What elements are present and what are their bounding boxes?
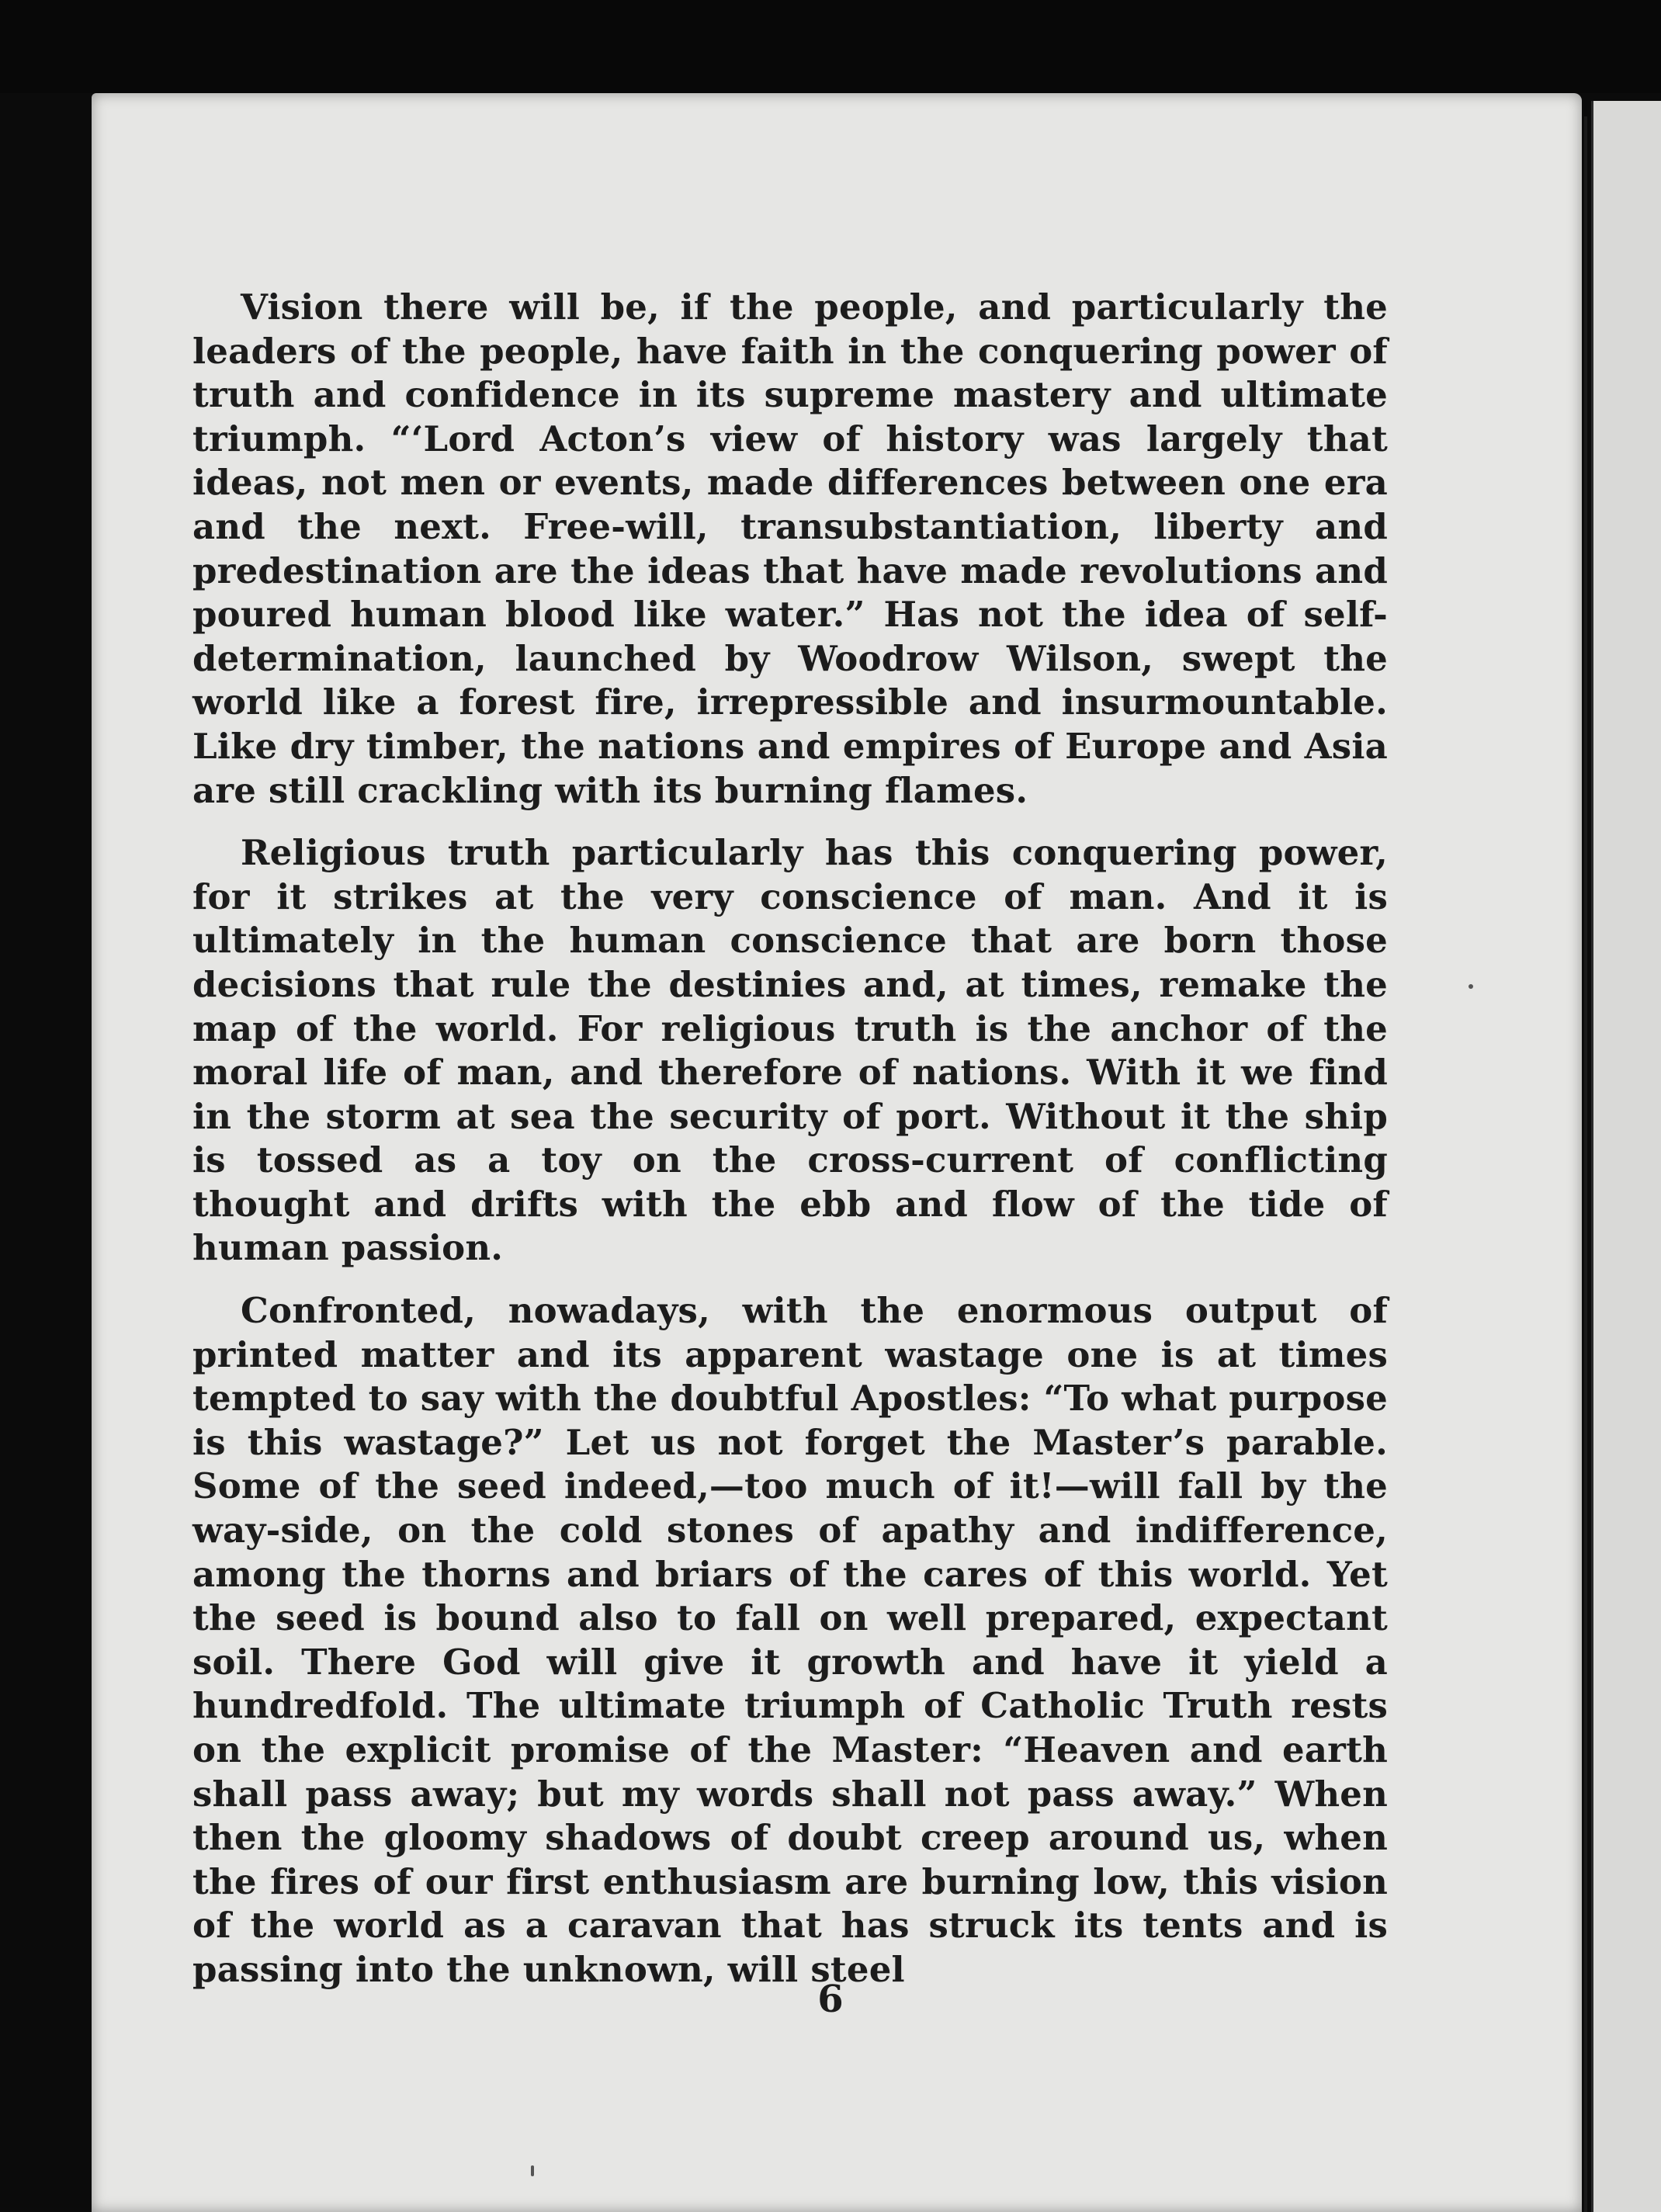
scan-top-margin [0, 0, 1661, 93]
scan-speck [1469, 984, 1473, 989]
page-number: 6 [817, 1978, 844, 2021]
paragraph-1: Vision there will be, if the people, and particularly the leaders of the people, have faith in the conquering power of truth and confidence in its supreme mastery and ultimate triumph. “‘Lord Acton’s view of history was largely that ideas, not men or events, made differences between one era and the next. Free-will, transubstantiation, liberty and predestination are the ideas that have made revolutions and poured human blood like water.” Has not the idea of self-determination, launched by Woodrow Wilson, swept the world like a forest fire, irrepressible and insurmountable. Like dry timber, the nations and empires of Europe and Asia are still crackling with its burning flames. [192, 286, 1388, 811]
adjacent-page-edge [1591, 101, 1661, 2212]
paragraph-2: Religious truth particularly has this conquering power, for it strikes at the very conscience of man. And it is ultimately in the human conscience that are born those decisions that rule the destinies and, at times, remake the map of the world. For religious truth is the anchor of the moral life of man, and therefore of nations. With it we find in the storm at sea the security of port. Without it the ship is tossed as a toy on the cross-current of conflicting thought and drifts with the ebb and flow of the tide of human passion. [192, 832, 1388, 1269]
body-text [192, 286, 1388, 1992]
scan-speck [531, 2165, 534, 2176]
paragraph-3: Confronted, nowadays, with the enormous output of printed matter and its apparent wastage one is at times tempted to say with the doubtful Apostles: “To what purpose is this wastage?” Let us not forget the Master’s parable. Some of the seed indeed,—too much of it!—will fall by the way-side, on the cold stones of apathy and indifference, among the thorns and briars of the cares of this world. Yet the seed is bound also to fall on well prepared, expectant soil. There God will give it growth and have it yield a hundredfold. The ultimate triumph of Catholic Truth rests on the explicit promise of the Master: “Heaven and earth shall pass away; but my words shall not pass away.” When then the gloomy shadows of doubt creep around us, when the fires of our first enthusiasm are burning low, this vision of the world as a caravan that has struck its tents and is passing into the unknown, will steel [192, 1290, 1388, 1990]
binding-gutter [1584, 116, 1587, 2212]
